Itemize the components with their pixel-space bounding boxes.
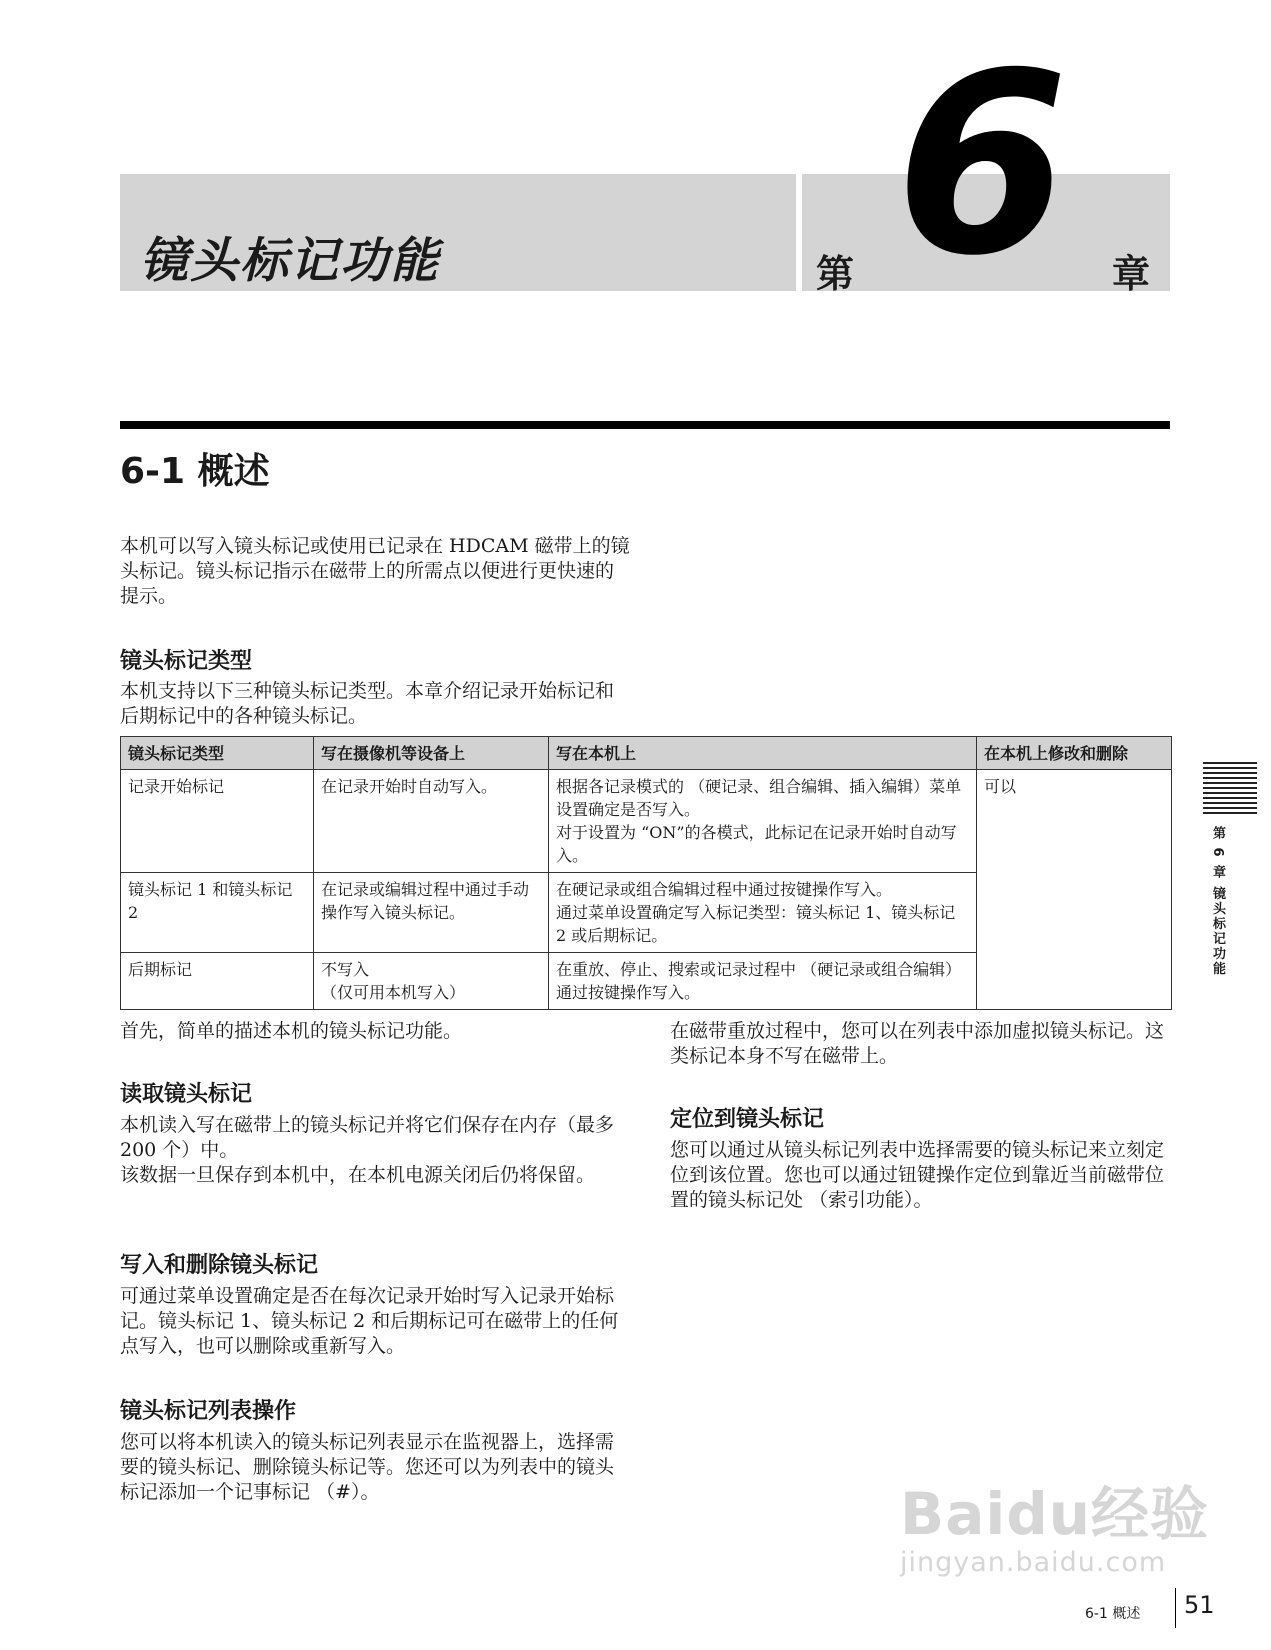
table-header: 写在摄像机等设备上 (314, 737, 549, 770)
side-tab-lines (1203, 762, 1257, 817)
table-header-row (121, 737, 1172, 770)
types-heading: 镜头标记类型 (120, 649, 253, 674)
watermark-url: jingyan.baidu.com (900, 1547, 1167, 1578)
table-cell-camera: 在记录或编辑过程中通过手动操作写入镜头标记。 (314, 873, 549, 953)
virtual-paragraph: 在磁带重放过程中，您可以在列表中添加虚拟镜头标记。这类标记本身不写在磁带上。 (670, 1020, 1165, 1067)
table-row (121, 770, 1172, 873)
list-heading: 镜头标记列表操作 (120, 1399, 297, 1424)
section-title: 6-1 概述 (120, 451, 270, 492)
write-heading: 写入和删除镜头标记 (120, 1253, 319, 1278)
chapter-prefix: 第 (816, 252, 855, 296)
table-cell-camera: 在记录开始时自动写入。 (314, 770, 549, 873)
table-header: 镜头标记类型 (121, 737, 314, 770)
locate-heading: 定位到镜头标记 (670, 1107, 825, 1132)
read-paragraph: 本机读入写在磁带上的镜头标记并将它们保存在内存（最多 200 个）中。 该数据一旦保存到本机中，在本机电源关闭后仍将保留。 (120, 1114, 615, 1186)
list-paragraph: 您可以将本机读入的镜头标记列表显示在监视器上，选择需要的镜头标记、删除镜头标记等。您还可以为列表中的镜头标记添加一个记事标记 （#）。 (120, 1431, 615, 1503)
table-cell-camera: 不写入 （仅可用本机写入） (314, 953, 549, 1010)
footer-section-label: 6-1 概述 (1085, 1606, 1141, 1622)
watermark-logo: Baidu经验 (900, 1480, 1210, 1548)
locate-paragraph: 您可以通过从镜头标记列表中选择需要的镜头标记来立刻定位到该位置。您也可以通过钮键操作定位到靠近当前磁带位置的镜头标记处 （索引功能）。 (670, 1139, 1165, 1211)
table-header: 在本机上修改和删除 (977, 737, 1172, 770)
write-paragraph: 可通过菜单设置确定是否在每次记录开始时写入记录开始标记。镜头标记 1、镜头标记 2 和后期标记可在磁带上的任何点写入，也可以删除或重新写入。 (120, 1285, 619, 1357)
section-rule (120, 421, 1170, 429)
types-paragraph: 本机支持以下三种镜头标记类型。本章介绍记录开始标记和后期标记中的各种镜头标记。 (120, 680, 615, 727)
read-heading: 读取镜头标记 (120, 1082, 253, 1107)
lead-paragraph: 首先，简单的描述本机的镜头标记功能。 (120, 1020, 463, 1042)
table-cell-type: 记录开始标记 (121, 770, 314, 873)
table-cell-unit: 在重放、停止、搜索或记录过程中 （硬记录或组合编辑）通过按键操作写入。 (549, 953, 977, 1010)
mark-types-table (120, 736, 1172, 1010)
table-cell-unit: 根据各记录模式的 （硬记录、组合编辑、插入编辑）菜单设置确定是否写入。 对于设置为 “ON”的各模式，此标记在记录开始时自动写入。 (549, 770, 977, 873)
intro-paragraph: 本机可以写入镜头标记或使用已记录在 HDCAM 磁带上的镜头标记。镜头标记指示在磁带上的所需点以便进行更快速的提示。 (120, 535, 630, 607)
chapter-suffix: 章 (1112, 252, 1151, 296)
table-cell-unit: 在硬记录或组合编辑过程中通过按键操作写入。 通过菜单设置确定写入标记类型：镜头标记 1、镜头标记 2 或后期标记。 (549, 873, 977, 953)
table-cell-type: 后期标记 (121, 953, 314, 1010)
chapter-number: 6 (895, 19, 1065, 310)
footer-divider (1175, 1588, 1176, 1628)
watermark (900, 1467, 1209, 1578)
table-cell-type: 镜头标记 1 和镜头标记 2 (121, 873, 314, 953)
table-header: 写在本机上 (549, 737, 977, 770)
chapter-title: 镜头标记功能 (140, 233, 441, 289)
table-cell-modify: 可以 (977, 770, 1172, 1010)
page-number: 51 (1184, 1591, 1215, 1619)
side-tab-label: 第 6 章 镜头标记功能 (1210, 826, 1225, 977)
